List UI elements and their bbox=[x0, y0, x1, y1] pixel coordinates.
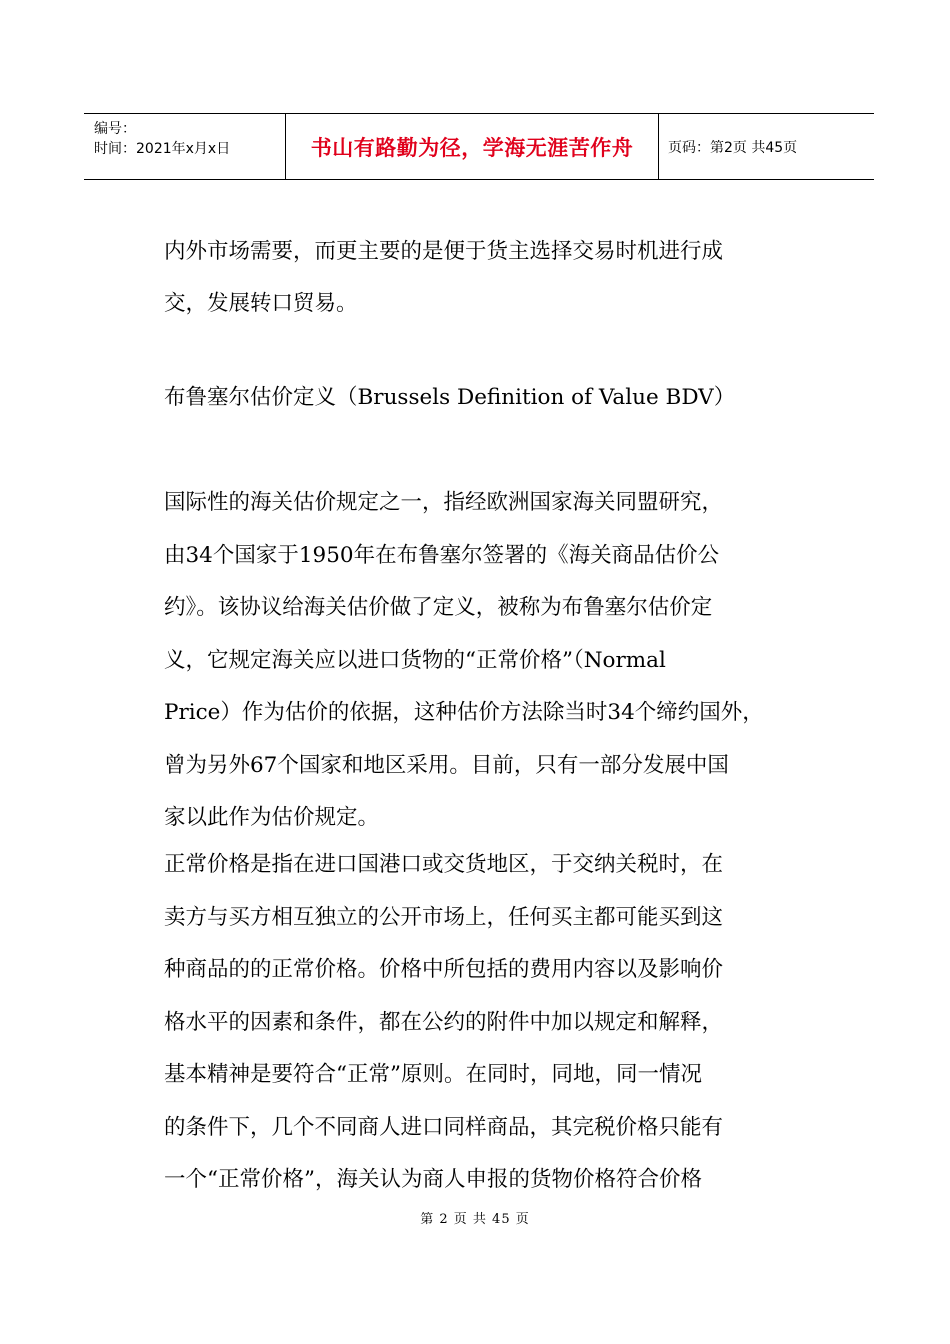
text-line: 内外市场需要，而更主要的是便于货主选择交易时机进行成 bbox=[164, 239, 724, 264]
header-page-cell bbox=[659, 114, 874, 179]
paragraph-continuation bbox=[164, 226, 800, 330]
header-motto-cell bbox=[286, 114, 659, 179]
text-line: 义，它规定海关应以进口货物的“正常价格”（Normal bbox=[164, 647, 666, 673]
text-line: 约》。该协议给海关估价做了定义，被称为布鲁塞尔估价定 bbox=[164, 595, 713, 620]
header-meta bbox=[84, 114, 286, 179]
text-line: 家以此作为估价规定。 bbox=[164, 805, 380, 830]
text-line: 卖方与买方相互独立的公开市场上，任何买主都可能买到这 bbox=[164, 904, 724, 930]
text-line: 交，发展转口贸易。 bbox=[164, 291, 358, 316]
paragraph-definition bbox=[164, 477, 800, 845]
paragraph-normal-price bbox=[164, 839, 800, 1207]
text-line: 正常价格是指在进口国港口或交货地区，于交纳关税时，在 bbox=[164, 852, 724, 877]
text-line: 种商品的的正常价格。价格中所包括的费用内容以及影响价 bbox=[164, 957, 724, 982]
page-header bbox=[84, 113, 874, 180]
text-line: 国际性的海关估价规定之一，指经欧洲国家海关同盟研究， bbox=[164, 490, 724, 515]
text-line: 格水平的因素和条件，都在公约的附件中加以规定和解释， bbox=[164, 1009, 724, 1035]
text-line: 曾为另外67个国家和地区采用。目前，只有一部分发展中国 bbox=[164, 752, 729, 778]
text-line: 的条件下，几个不同商人进口同样商品，其完税价格只能有 bbox=[164, 1114, 724, 1140]
serial-number-label: 编号： bbox=[94, 121, 136, 137]
header-motto: 书山有路勤为径，学海无涯苦作舟 bbox=[310, 135, 634, 160]
date-label: 时间：2021年x月x日 bbox=[94, 141, 231, 157]
footer-page-number: 第 2 页 共 45 页 bbox=[420, 1212, 530, 1227]
page-footer bbox=[0, 1208, 950, 1227]
text-line: 一个“正常价格”，海关认为商人申报的货物价格符合价格 bbox=[164, 1167, 702, 1192]
text-line: Price）作为估价的依据，这种估价方法除当时34个缔约国外， bbox=[164, 700, 764, 725]
text-line: 由34个国家于1950年在布鲁塞尔签署的《海关商品估价公 bbox=[164, 542, 720, 568]
header-page-info: 页码：第2页 共45页 bbox=[668, 139, 798, 156]
section-heading bbox=[164, 372, 800, 424]
text-line: 基本精神是要符合“正常”原则。在同时，同地，同一情况 bbox=[164, 1062, 702, 1087]
heading-text: 布鲁塞尔估价定义（Brussels Definition of Value BDV） bbox=[164, 385, 736, 410]
